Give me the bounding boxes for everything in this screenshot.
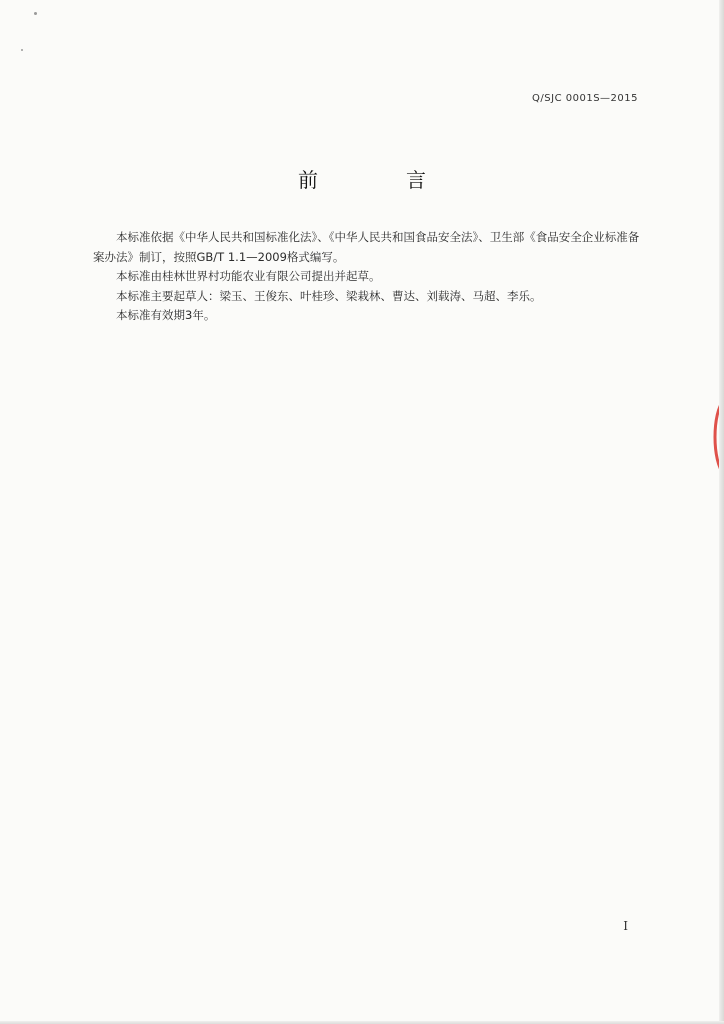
foreword-body (93, 228, 645, 326)
paragraph-validity: 本标准有效期3年。 (116, 308, 216, 322)
page-number: I (623, 919, 628, 933)
standard-code: Q/SJC 0001S—2015 (532, 93, 638, 104)
scan-speck (34, 12, 37, 15)
paragraph-basis: 本标准依据《中华人民共和国标准化法》、《中华人民共和国食品安全法》、卫生部《食品安全企业标准备案办法》制订，按照GB/T 1.1—2009格式编写。 (93, 230, 640, 264)
paper-right-edge (719, 0, 724, 1024)
paragraph-drafters: 本标准主要起草人：梁玉、王俊东、叶桂珍、梁栽林、曹达、刘载涛、马超、李乐。 (116, 288, 542, 303)
section-title: 前 言 (298, 168, 460, 192)
paragraph-proposer: 本标准由桂林世界村功能农业有限公司提出并起草。 (116, 269, 381, 283)
scan-speck (21, 49, 23, 51)
